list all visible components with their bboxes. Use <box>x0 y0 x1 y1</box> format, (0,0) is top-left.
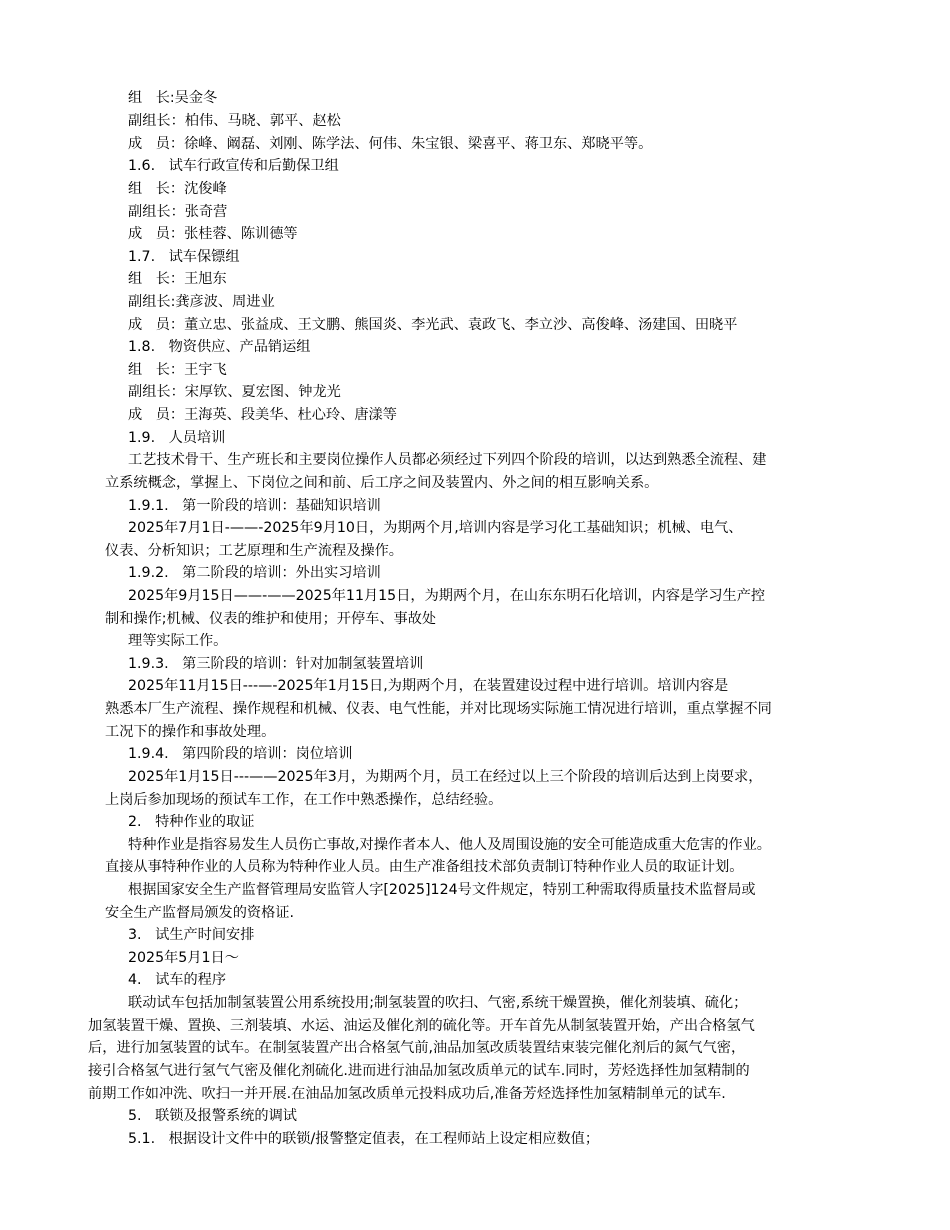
team-leader-line: 组 长:吴金冬 <box>128 90 218 106</box>
paragraph-line: 接引合格氢气进行氢气气密及催化剂硫化.进而进行油品加氢改质单元的试车.同时，芳烃选择性加氢精制的 <box>88 1063 750 1079</box>
deputy-leader-line: 副组长:龚彦波、周进业 <box>128 294 275 310</box>
section-heading-2: 2. 特种作业的取证 <box>128 814 255 830</box>
team-leader-line: 组 长：沈俊峰 <box>128 181 227 197</box>
section-heading-1-9-2: 1.9.2. 第二阶段的培训：外出实习培训 <box>128 565 381 581</box>
paragraph-line: 后，进行加氢装置的试车。在制氢装置产出合格氢气前,油品加氢改质装置结束装完催化剂后的氮气气密， <box>88 1040 746 1056</box>
section-heading-1-7: 1.7. 试车保镖组 <box>128 249 240 265</box>
paragraph-line: 2025年9月15日——-——2025年11月15日，为期两个月，在山东东明石化培训，内容是学习生产控 <box>128 588 766 604</box>
paragraph-line: 仪表、分析知识；工艺原理和生产流程及操作。 <box>105 543 403 559</box>
paragraph-line: 工艺技术骨干、生产班长和主要岗位操作人员都必须经过下列四个阶段的培训，以达到熟悉全流程、建 <box>128 452 767 468</box>
paragraph-line: 2025年7月1日-——-2025年9月10日，为期两个月,培训内容是学习化工基础知识；机械、电气、 <box>128 520 743 536</box>
section-heading-3: 3. 试生产时间安排 <box>128 927 255 943</box>
members-line: 成 员：张桂蓉、陈训德等 <box>128 226 298 242</box>
section-heading-1-9-4: 1.9.4. 第四阶段的培训：岗位培训 <box>128 746 353 762</box>
members-line: 成 员：王海英、段美华、杜心玲、唐漾等 <box>128 407 397 423</box>
paragraph-line: 联动试车包括加制氢装置公用系统投用;制氢装置的吹扫、气密,系统干燥置换，催化剂装填、硫化； <box>128 995 748 1011</box>
paragraph-line: 加氢装置干燥、置换、三剂装填、水运、油运及催化剂的硫化等。开车首先从制氢装置开始，产出合格氢气 <box>88 1018 755 1034</box>
section-heading-1-6: 1.6. 试车行政宣传和后勤保卫组 <box>128 158 339 174</box>
paragraph-line: 工况下的操作和事故处理。 <box>105 724 276 740</box>
paragraph-line: 特种作业是指容易发生人员伤亡事故,对操作者本人、他人及周围设施的安全可能造成重大危害的作业。 <box>128 837 771 853</box>
paragraph-line: 2025年11月15日---—-2025年1月15日,为期两个月，在装置建设过程中进行培训。培训内容是 <box>128 678 729 694</box>
paragraph-line: 前期工作如冲洗、吹扫一并开展.在油品加氢改质单元投料成功后,准备芳烃选择性加氢精制单元的试车. <box>88 1086 726 1102</box>
section-heading-5: 5. 联锁及报警系统的调试 <box>128 1108 297 1124</box>
paragraph-line: 制和操作;机械、仪表的维护和使用；开停车、事故处 <box>105 611 437 627</box>
paragraph-line: 立系统概念，掌握上、下岗位之间和前、后工序之间及装置内、外之间的相互影响关系。 <box>105 475 659 491</box>
paragraph-line: 安全生产监督局颁发的资格证. <box>105 905 294 921</box>
paragraph-line: 理等实际工作。 <box>128 633 228 649</box>
paragraph-line: 直接从事特种作业的人员称为特种作业人员。由生产准备组技术部负责制订特种作业人员的取证计划。 <box>105 859 744 875</box>
paragraph-line: 2025年5月1日～ <box>128 950 239 966</box>
paragraph-line: 根据国家安全生产监督管理局安监管人字[2025]124号文件规定，特别工种需取得质量技术监督局或 <box>128 882 756 898</box>
paragraph-line: 上岗后参加现场的预试车工作，在工作中熟悉操作，总结经验。 <box>105 792 503 808</box>
paragraph-line: 熟悉本厂生产流程、操作规程和机械、仪表、电气性能，并对比现场实际施工情况进行培训，重点掌握不同 <box>105 701 772 717</box>
deputy-leader-line: 副组长：柏伟、马晓、郭平、赵松 <box>128 113 341 129</box>
members-line: 成 员：徐峰、阚磊、刘刚、陈学法、何伟、朱宝银、梁喜平、蒋卫东、郑晓平等。 <box>128 136 653 152</box>
section-heading-1-9-3: 1.9.3. 第三阶段的培训：针对加制氢装置培训 <box>128 656 424 672</box>
deputy-leader-line: 副组长：张奇营 <box>128 204 228 220</box>
team-leader-line: 组 长：王宇飞 <box>128 362 227 378</box>
section-heading-5-1: 5.1. 根据设计文件中的联锁/报警整定值表，在工程师站上设定相应数值； <box>128 1131 600 1147</box>
section-heading-4: 4. 试车的程序 <box>128 972 227 988</box>
section-heading-1-8: 1.8. 物资供应、产品销运组 <box>128 339 311 355</box>
deputy-leader-line: 副组长：宋厚钦、夏宏图、钟龙光 <box>128 384 341 400</box>
team-leader-line: 组 长：王旭东 <box>128 271 227 287</box>
section-heading-1-9: 1.9. 人员培训 <box>128 430 226 446</box>
section-heading-1-9-1: 1.9.1. 第一阶段的培训：基础知识培训 <box>128 498 381 514</box>
members-line: 成 员：董立忠、张益成、王文鹏、熊国炎、李光武、袁政飞、李立沙、高俊峰、汤建国、田晓平 <box>128 317 738 333</box>
paragraph-line: 2025年1月15日---——2025年3月，为期两个月，员工在经过以上三个阶段的培训后达到上岗要求， <box>128 769 763 785</box>
